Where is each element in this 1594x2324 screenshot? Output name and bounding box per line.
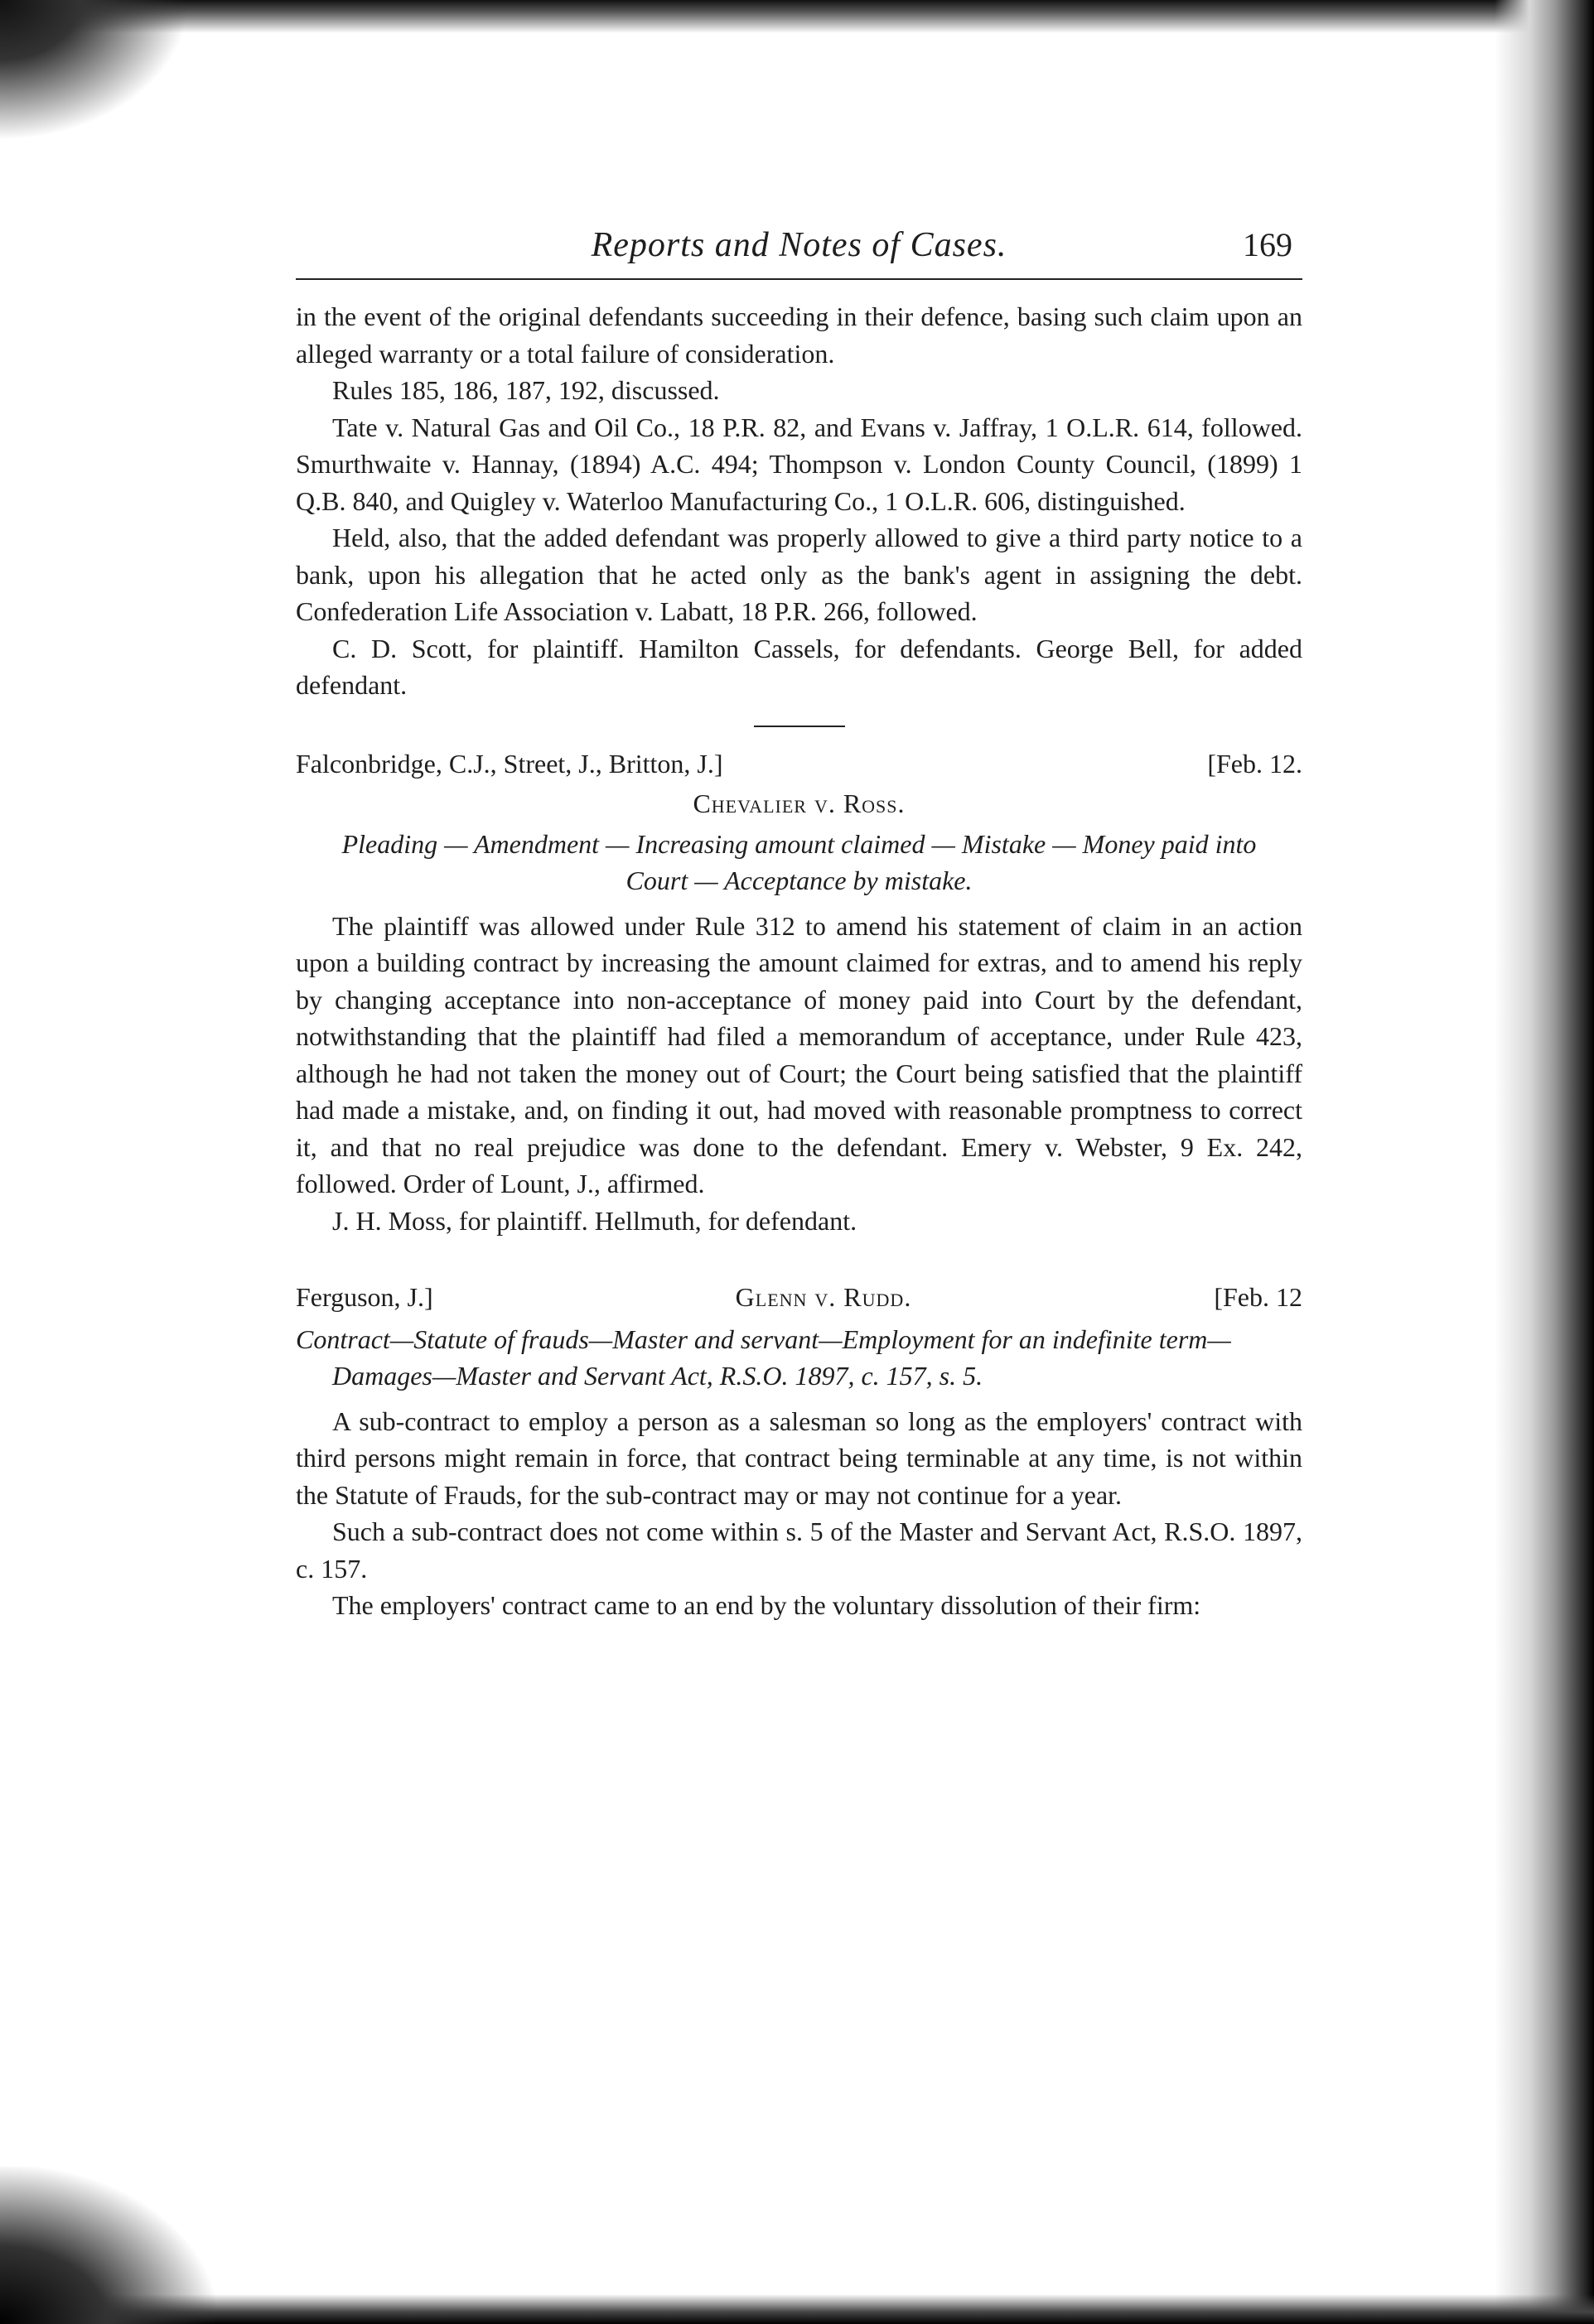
case1-counsel: C. D. Scott, for plaintiff. Hamilton Cassels, for defendants. George Bell, for added defendant.	[296, 633, 1302, 700]
case3-court-line	[296, 1279, 1302, 1316]
scan-shadow-right	[1495, 0, 1594, 2324]
case2-court-line	[296, 745, 1302, 783]
case1-authorities: Tate v. Natural Gas and Oil Co., 18 P.R. 82, and Evans v. Jaffray, 1 O.L.R. 614, followed. Smurthwaite v. Hannay, (1894) A.C. 494; Thompson v. London County Council, (1899) 1 Q.B. 840, and Quigley v. Waterloo Manufacturing Co., 1 O.L.R. 606, distinguished.	[296, 412, 1302, 516]
case1-paragraph-1: in the event of the original defendants succeeding in their defence, basing such claim upon an alleged warranty or a total failure of consideration.	[296, 301, 1302, 369]
case2-date: [Feb. 12.	[1207, 748, 1302, 779]
scan-shadow-top	[0, 0, 1594, 33]
case2-judges: Falconbridge, C.J., Street, J., Britton, J.]	[296, 748, 723, 779]
case3-headnote: Contract—Statute of frauds—Master and servant—Employment for an indefinite term—Damages—Master and Servant Act, R.S.O. 1897, c. 157, s. 5.	[296, 1324, 1231, 1391]
case3-date: [Feb. 12	[1214, 1282, 1302, 1312]
document-page	[296, 224, 1302, 1624]
case3-paragraph-1: A sub-contract to employ a person as a salesman so long as the employers' contract with third persons might remain in force, that contract being terminable at any time, is not within the Statute of Frauds, for the sub-contract may or may not continue for a year.	[296, 1405, 1302, 1510]
running-head	[296, 224, 1302, 280]
body-text	[296, 298, 1302, 1624]
page-number: 169	[1243, 226, 1292, 263]
case-separator-rule	[754, 726, 845, 727]
case2-title: Chevalier v. Ross.	[693, 788, 906, 818]
running-title: Reports and Notes of Cases.	[591, 226, 1007, 264]
case2-paragraph-1: The plaintiff was allowed under Rule 312 to amend his statement of claim in an action upon a building contract by increasing the amount claimed for extras, and to amend his reply by changing acceptance into non-acceptance of money paid into Court by the defendant, notwithstanding that the plaintiff had filed a memorandum of acceptance, under Rule 423, although he had not taken the money out of Court; the Court being satisfied that the plaintiff had made a mistake, and, on finding it out, had moved with reasonable promptness to correct it, and that no real prejudice was done to the defendant. Emery v. Webster, 9 Ex. 242, followed. Order of Lount, J., affirmed.	[296, 910, 1302, 1198]
case1-held-also: Held, also, that the added defendant was properly allowed to give a third party notice to a bank, upon his allegation that he acted only as the bank's agent in assigning the debt. Confederation Life Association v. Labatt, 18 P.R. 266, followed.	[296, 523, 1302, 626]
scan-shadow-bottom	[0, 2294, 1594, 2324]
case3-paragraph-3: The employers' contract came to an end by the voluntary dissolution of their firm:	[332, 1590, 1201, 1620]
section-gap	[296, 1239, 1302, 1272]
case3-title: Glenn v. Rudd.	[735, 1282, 912, 1312]
case3-judge: Ferguson, J.]	[296, 1282, 433, 1312]
case3-paragraph-2: Such a sub-contract does not come within s. 5 of the Master and Servant Act, R.S.O. 1897, c. 157.	[296, 1516, 1302, 1584]
case1-rules-discussed: Rules 185, 186, 187, 192, discussed.	[332, 375, 720, 405]
case2-counsel: J. H. Moss, for plaintiff. Hellmuth, for defendant.	[332, 1205, 857, 1236]
case2-headnote: Pleading — Amendment — Increasing amount claimed — Mistake — Money paid into Court — Acceptance by mistake.	[341, 828, 1257, 895]
scan-shadow-corner-top-left	[0, 0, 191, 141]
scan-shadow-corner-bottom-left	[0, 2167, 215, 2324]
